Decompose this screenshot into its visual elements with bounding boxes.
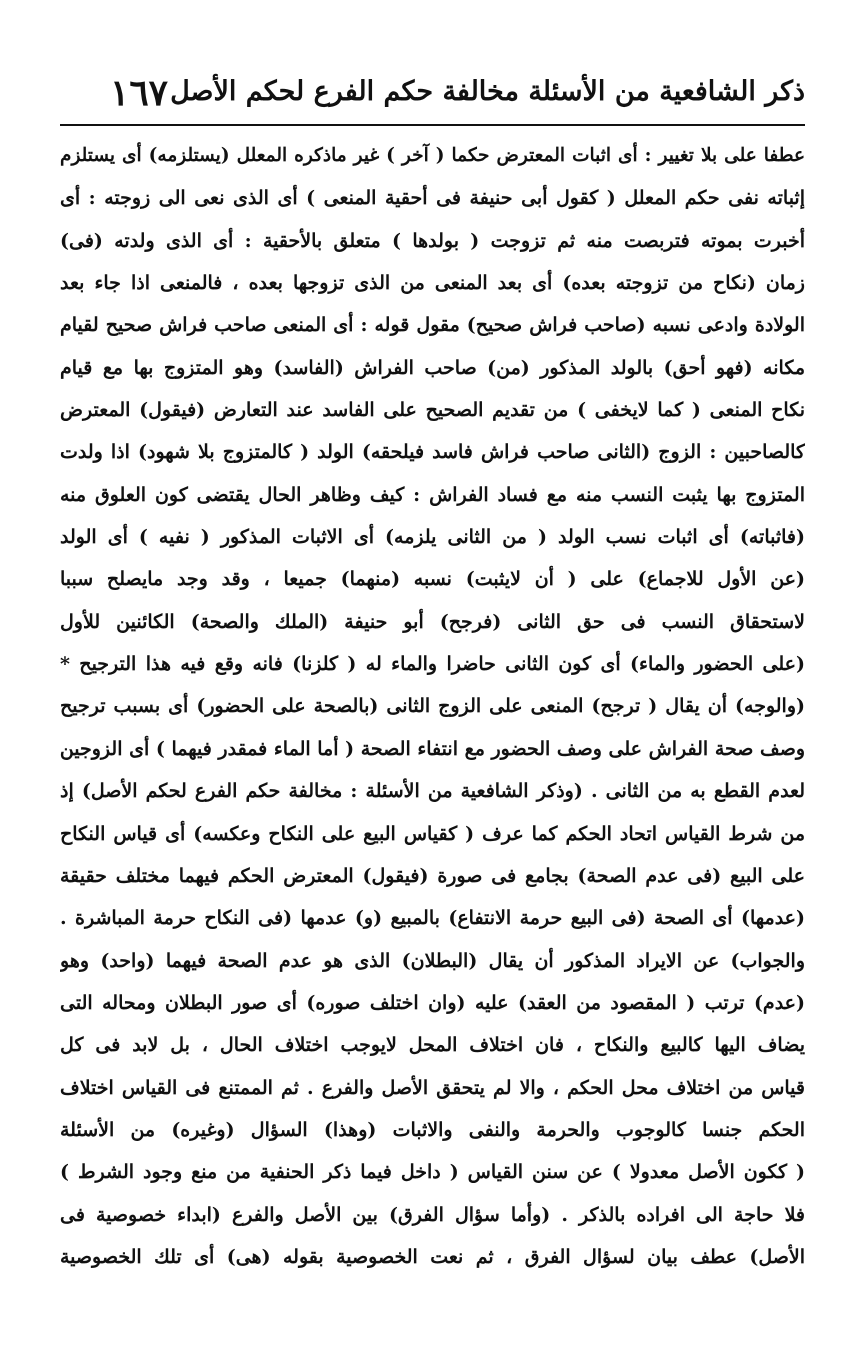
text-line: زمان (نكاح من تزوجته بعده) أى بعد المنعى من الذى تزوجها بعده ، فالمنعى اذا جاء بعد (60, 272, 805, 295)
text-line: وصف صحة الفراش على وصف الحضور مع انتفاء الصحة ( أما الماء فمقدر فيهما ) أى الزوجين (60, 737, 805, 760)
text-line: فلا حاجة الى افراده بالذكر . (وأما سؤال الفرق) بين الأصل والفرع (ابداء خصوصية فى (60, 1203, 805, 1226)
page-number: ١٦٧ (110, 72, 169, 114)
text-line: (فاثباته) أى اثبات نسب الولد ( من الثانى يلزمه) أى الاثبات المذكور ( نفيه ) أى الولد (60, 526, 805, 549)
text-line: لاستحقاق النسب فى حق الثانى (فرجح) أبو حنيفة (الملك والصحة) الكائنين للأول (60, 610, 805, 633)
text-line: (عدم) ترتب ( المقصود من العقد) عليه (وان اختلف صوره) أى صور البطلان ومحاله التى (60, 991, 805, 1014)
text-line: الأصل) عطف بيان لسؤال الفرق ، ثم نعت الخصوصية بقوله (هى) أى تلك الخصوصية (60, 1245, 805, 1268)
text-line: المتزوج بها يثبت النسب منه مع فساد الفراش : كيف وظاهر الحال يقتضى كون العلوق منه (60, 483, 805, 506)
text-line: (عدمها) أى الصحة (فى البيع حرمة الانتفاع) بالمبيع (و) عدمها (فى النكاح حرمة المباشرة . (60, 907, 805, 930)
text-line: (والوجه) أن يقال ( ترجح) المنعى على الزوج الثانى (بالصحة على الحضور) أى بسبب ترجيح (60, 695, 805, 718)
body-text (60, 135, 805, 1278)
text-line: لعدم القطع به من الثانى . (وذكر الشافعية من الأسئلة : مخالفة حكم الفرع لحكم الأصل) إذ (60, 780, 805, 803)
text-line: أخبرت بموته فتربصت منه ثم تزوجت ( بولدها ) متعلق بالأحقية : أى الذى ولدته (فى) (60, 229, 805, 252)
text-line: الحكم جنسا كالوجوب والحرمة والنفى والاثبات (وهذا) السؤال (وغيره) من الأسئلة (60, 1118, 805, 1141)
running-header (60, 70, 805, 122)
text-line: (على الحضور والماء) أى كون الثانى حاضرا والماء له ( كلزنا) فانه وقع فيه هذا الترجيح * (60, 653, 805, 676)
text-line: من شرط القياس اتحاد الحكم كما عرف ( كقياس البيع على النكاح وعكسه) أى قياس النكاح (60, 822, 805, 845)
text-line: (عن الأول للاجماع) على ( أن لايثبت) نسبه (منهما) جميعا ، وقد وجد مايصلح سببا (60, 568, 805, 591)
text-line: والجواب) عن الايراد المذكور أن يقال (البطلان) الذى هو عدم الصحة فيهما (واحد) وهو (60, 949, 805, 972)
running-title: ذكر الشافعية من الأسئلة مخالفة حكم الفرع لحكم الأصل (170, 76, 805, 107)
text-line: على البيع (فى عدم الصحة) بجامع فى صورة (فيقول) المعترض الحكم فيهما مختلف حقيقة (60, 864, 805, 887)
text-line: عطفا على بلا تغيير : أى اثبات المعترض حكما ( آخر ) غير ماذكره المعلل (يستلزمه) أى يستلزم (60, 145, 805, 166)
text-line: ( ككون الأصل معدولا ) عن سنن القياس ( داخل فيما ذكر الحنفية من منع وجود الشرط ) (60, 1161, 805, 1184)
header-divider (60, 124, 805, 126)
text-line: مكانه (فهو أحق) بالولد المذكور (من) صاحب الفراش (الفاسد) وهو المتزوج بها مع قيام (60, 356, 805, 379)
text-line: نكاح المنعى ( كما لايخفى ) من تقديم الصحيح على الفاسد عند التعارض (فيقول) المعترض (60, 399, 805, 422)
text-line: قياس من اختلاف محل الحكم ، والا لم يتحقق الأصل والفرع . ثم الممتنع فى القياس اختلاف (60, 1076, 805, 1099)
text-line: كالصاحبين : الزوج (الثانى صاحب فراش فاسد فيلحقه) الولد ( كالمتزوج بلا شهود) اذا ولدت (60, 441, 805, 464)
text-line: إثباته نفى حكم المعلل ( كقول أبى حنيفة فى أحقية المنعى ) أى الذى نعى الى زوجته : أى (60, 187, 805, 210)
text-line: الولادة وادعى نسبه (صاحب فراش صحيح) مقول قوله : أى المنعى صاحب فراش صحيح لقيام (60, 314, 805, 337)
text-line: يضاف اليها كالبيع والنكاح ، فان اختلاف المحل لايوجب اختلاف الحال ، بل لابد فى كل (60, 1034, 805, 1057)
